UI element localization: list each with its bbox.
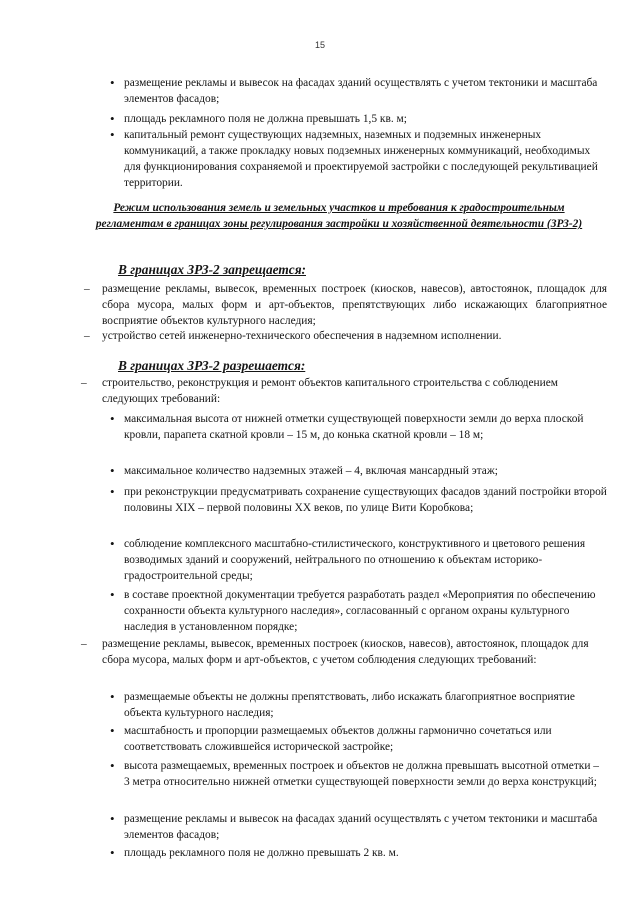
list-item: • капитальный ремонт существующих надземных, наземных и подземных инженерных коммуникаций, а также прокладку новых подземных инженерных коммуникаций, необходимых для функционирования сохраняемой и проектируемой застройки с последующей рекультивацией территории. (124, 127, 607, 191)
requirement-item: • максимальное количество надземных этажей – 4, включая мансардный этаж; (124, 463, 607, 479)
requirement-item: • в составе проектной документации требуется разработать раздел «Мероприятия по обеспечению сохранности объекта культурного наследия», согласованный с органом охраны культурного наследия в установленном порядке; (124, 587, 607, 635)
list-item: • площадь рекламного поля не должна превышать 1,5 кв. м; (124, 111, 607, 127)
permitted-heading: В границах ЗРЗ-2 разрешается: (118, 358, 306, 373)
requirement-item: • при реконструкции предусматривать сохранение существующих фасадов зданий постройки второй половины XIX – первой половины XX веков, по улице Вити Коробкова; (124, 484, 607, 516)
requirement-item: • площадь рекламного поля не должно превышать 2 кв. м. (124, 845, 607, 861)
list-item: – строительство, реконструкция и ремонт объектов капитального строительства с соблюдением следующих требований: (102, 375, 607, 407)
list-item: – размещение рекламы, вывесок, временных построек (киосков, навесов), автостоянок, площадок для сбора мусора, малых форм и арт-объектов, препятствующих либо искажающих благоприятное восприятие объектов культурного наследия; (102, 281, 607, 329)
list-item: – размещение рекламы, вывесок, временных построек (киосков, навесов), автостоянок, площадок для сбора мусора, малых форм и арт-объектов, с учетом соблюдения следующих требований: (102, 636, 607, 668)
requirement-item: • размещение рекламы и вывесок на фасадах зданий осуществлять с учетом тектоники и масштаба элементов фасадов; (124, 811, 607, 843)
requirement-item: • масштабность и пропорции размещаемых объектов должны гармонично сочетаться или соответствовать сложившейся исторической застройке; (124, 723, 607, 755)
list-item: • размещение рекламы и вывесок на фасадах зданий осуществлять с учетом тектоники и масштаба элементов фасадов; (124, 75, 607, 107)
requirement-item: • размещаемые объекты не должны препятствовать, либо искажать благоприятное восприятие объекта культурного наследия; (124, 689, 607, 721)
requirement-item: • высота размещаемых, временных построек и объектов не должна превышать высотной отметки – 3 метра относительно нижней отметки существующей поверхности земли до верха конструкций; (124, 758, 607, 790)
list-item: – устройство сетей инженерно-технического обеспечения в надземном исполнении. (102, 328, 607, 344)
section-heading: Режим использования земель и земельных участков и требования к градостроительным регламентам в границах зоны регулирования застройки и хозяйственной деятельности (ЗРЗ-2) (95, 202, 583, 230)
requirement-item: • соблюдение комплексного масштабно-стилистического, конструктивного и цветового решения возводимых зданий и сооружений, нейтрального по отношению к объектам историко-градостроительной среды; (124, 536, 607, 584)
requirement-item: • максимальная высота от нижней отметки существующей поверхности земли до верха плоской кровли, парапета скатной кровли – 15 м, до конька скатной кровли – 18 м; (124, 411, 607, 443)
prohibited-heading: В границах ЗРЗ-2 запрещается: (118, 262, 306, 277)
page-number: 15 (314, 40, 325, 50)
